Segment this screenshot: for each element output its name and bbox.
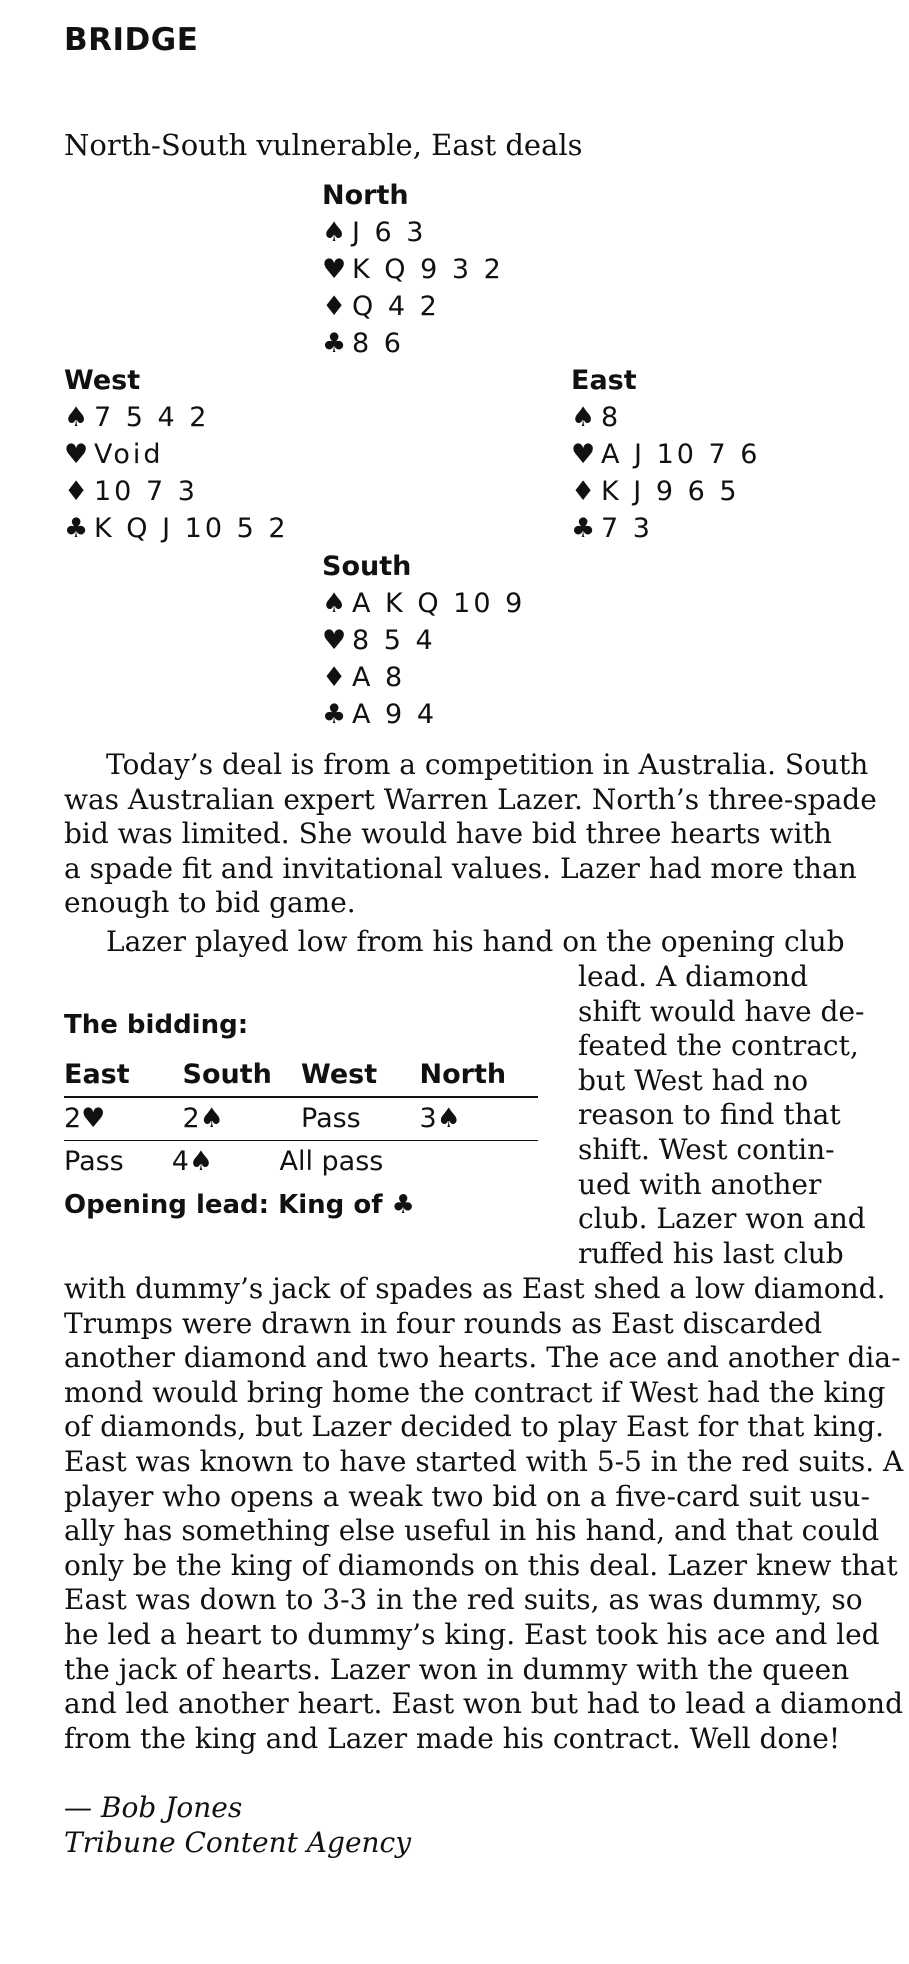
clubs-row: [571, 510, 760, 547]
hand-name: North: [322, 180, 409, 211]
club-icon: ♣: [322, 328, 347, 359]
bid-cell: 4♠: [171, 1146, 214, 1177]
paragraph-line: only be the king of diamonds on this deal. Lazer knew that: [64, 1548, 898, 1582]
bidding-header-row: [64, 1054, 538, 1098]
clubs-row: [322, 325, 504, 362]
paragraph-line: mond would bring home the contract if West had the king: [64, 1375, 886, 1409]
opening-lead: Opening lead: King of ♣: [64, 1190, 415, 1220]
bidding-row: [64, 1098, 538, 1141]
diamond-icon: ♦: [571, 476, 596, 507]
paragraph-line: was Australian expert Warren Lazer. North’s three-spade: [64, 782, 877, 816]
paragraph-line: Trumps were drawn in four rounds as East discarded: [64, 1306, 823, 1340]
clubs-row: [322, 696, 525, 733]
diamonds-row: [64, 473, 289, 510]
spade-cards: 7 5 4 2: [94, 402, 210, 433]
byline-author: — Bob Jones: [64, 1791, 243, 1824]
paragraph-line: Lazer played low from his hand on the opening club: [106, 925, 845, 958]
paragraph-line: enough to bid game.: [64, 886, 356, 920]
spades-row: [64, 399, 289, 436]
bid-cell: 3♠: [419, 1103, 461, 1134]
spades-row: [322, 585, 525, 622]
paragraph-line: East was known to have started with 5-5 in the red suits. A: [64, 1444, 904, 1478]
heart-icon: ♥: [571, 439, 596, 470]
paragraph-line: reason to find that: [578, 1098, 841, 1132]
paragraph-line: of diamonds, but Lazer decided to play East for that king.: [64, 1410, 885, 1444]
diamond-cards: K J 9 6 5: [601, 476, 740, 507]
paragraph-2-column: [578, 960, 878, 1271]
paragraph-line: with dummy’s jack of spades as East shed a low diamond.: [64, 1272, 886, 1305]
paragraph-line: a spade fit and invitational values. Lazer had more than: [64, 851, 857, 885]
paragraph-line: shift. West contin-: [578, 1132, 835, 1166]
byline-agency: Tribune Content Agency: [64, 1826, 412, 1859]
bidding-header: East: [64, 1059, 130, 1090]
paragraph-line: feated the contract,: [578, 1029, 859, 1063]
paragraph-line: lead. A diamond: [578, 960, 809, 993]
paragraph-1: [64, 748, 877, 921]
club-icon: ♣: [571, 513, 596, 544]
hand-south: [322, 548, 525, 733]
diamonds-row: [571, 473, 760, 510]
heart-icon: ♥: [64, 439, 89, 470]
spade-icon: ♠: [322, 588, 347, 619]
bidding-header: West: [301, 1059, 378, 1090]
spade-cards: J 6 3: [352, 217, 427, 248]
bid-cell: Pass: [64, 1146, 124, 1177]
spade-icon: ♠: [64, 402, 89, 433]
hearts-row: [322, 622, 525, 659]
bidding-table: [64, 1054, 538, 1183]
paragraph-line: ruffed his last club: [578, 1236, 844, 1270]
diamond-cards: A 8: [352, 662, 406, 693]
paragraph-line: but West had no: [578, 1063, 809, 1097]
bidding-header: North: [419, 1059, 507, 1090]
hand-name: East: [571, 365, 637, 396]
paragraph-2-first-line: [64, 925, 874, 960]
diamond-icon: ♦: [322, 291, 347, 322]
bid-cell: 2♠: [182, 1103, 224, 1134]
heart-cards: Void: [94, 439, 164, 470]
spade-icon: ♠: [322, 217, 347, 248]
paragraph-line: ued with another: [578, 1167, 822, 1201]
spades-row: [571, 399, 760, 436]
diamond-cards: Q 4 2: [352, 291, 440, 322]
bid-cell: [430, 1141, 538, 1183]
diamond-icon: ♦: [322, 662, 347, 693]
clubs-row: [64, 510, 289, 547]
club-icon: ♣: [64, 513, 89, 544]
spade-cards: A K Q 10 9: [352, 588, 526, 619]
hearts-row: [64, 436, 289, 473]
spade-cards: 8: [601, 402, 622, 433]
paragraph-line: bid was limited. She would have bid three hearts with: [64, 817, 832, 851]
paragraph-line: and led another heart. East won but had to lead a diamond: [64, 1687, 904, 1721]
bid-cell: All pass: [279, 1146, 384, 1177]
diamonds-row: [322, 659, 525, 696]
paragraph-line: club. Lazer won and: [578, 1202, 866, 1236]
bid-cell: Pass: [301, 1103, 361, 1134]
paragraph-line: Today’s deal is from a competition in Australia. South: [106, 748, 869, 781]
club-cards: 8 6: [352, 328, 404, 359]
club-cards: K Q J 10 5 2: [94, 513, 289, 544]
paragraph-line: he led a heart to dummy’s king. East took his ace and led: [64, 1617, 880, 1651]
paragraph-line: shift would have de-: [578, 994, 865, 1028]
diamond-cards: 10 7 3: [94, 476, 198, 507]
heart-cards: A J 10 7 6: [601, 439, 761, 470]
hand-west: [64, 362, 289, 547]
club-cards: 7 3: [601, 513, 653, 544]
spade-icon: ♠: [571, 402, 596, 433]
byline: [64, 1790, 411, 1860]
paragraph-2-rest: [64, 1272, 904, 1756]
hand-name: West: [64, 365, 141, 396]
hearts-row: [322, 251, 504, 288]
bidding-header: South: [182, 1059, 272, 1090]
bid-cell: 2♥: [64, 1103, 106, 1134]
paragraph-line: ally has something else useful in his hand, and that could: [64, 1514, 880, 1548]
hand-east: [571, 362, 760, 547]
hand-north: [322, 177, 504, 362]
club-icon: ♣: [322, 699, 347, 730]
paragraph-line: East was down to 3-3 in the red suits, as was dummy, so: [64, 1583, 863, 1617]
paragraph-line: player who opens a weak two bid on a five-card suit usu-: [64, 1479, 870, 1513]
diamond-icon: ♦: [64, 476, 89, 507]
column-title: BRIDGE: [64, 22, 199, 58]
paragraph-line: another diamond and two hearts. The ace and another dia-: [64, 1341, 901, 1375]
heart-cards: 8 5 4: [352, 625, 436, 656]
diamonds-row: [322, 288, 504, 325]
club-cards: A 9 4: [352, 699, 437, 730]
spades-row: [322, 214, 504, 251]
bidding-title: The bidding:: [64, 1010, 249, 1040]
hand-name: South: [322, 551, 412, 582]
heart-icon: ♥: [322, 254, 347, 285]
paragraph-line: from the king and Lazer made his contract. Well done!: [64, 1721, 841, 1755]
heart-icon: ♥: [322, 625, 347, 656]
paragraph-line: the jack of hearts. Lazer won in dummy with the queen: [64, 1652, 850, 1686]
hearts-row: [571, 436, 760, 473]
heart-cards: K Q 9 3 2: [352, 254, 504, 285]
bidding-row: [64, 1141, 538, 1183]
vulnerability-line: North-South vulnerable, East deals: [64, 128, 583, 162]
